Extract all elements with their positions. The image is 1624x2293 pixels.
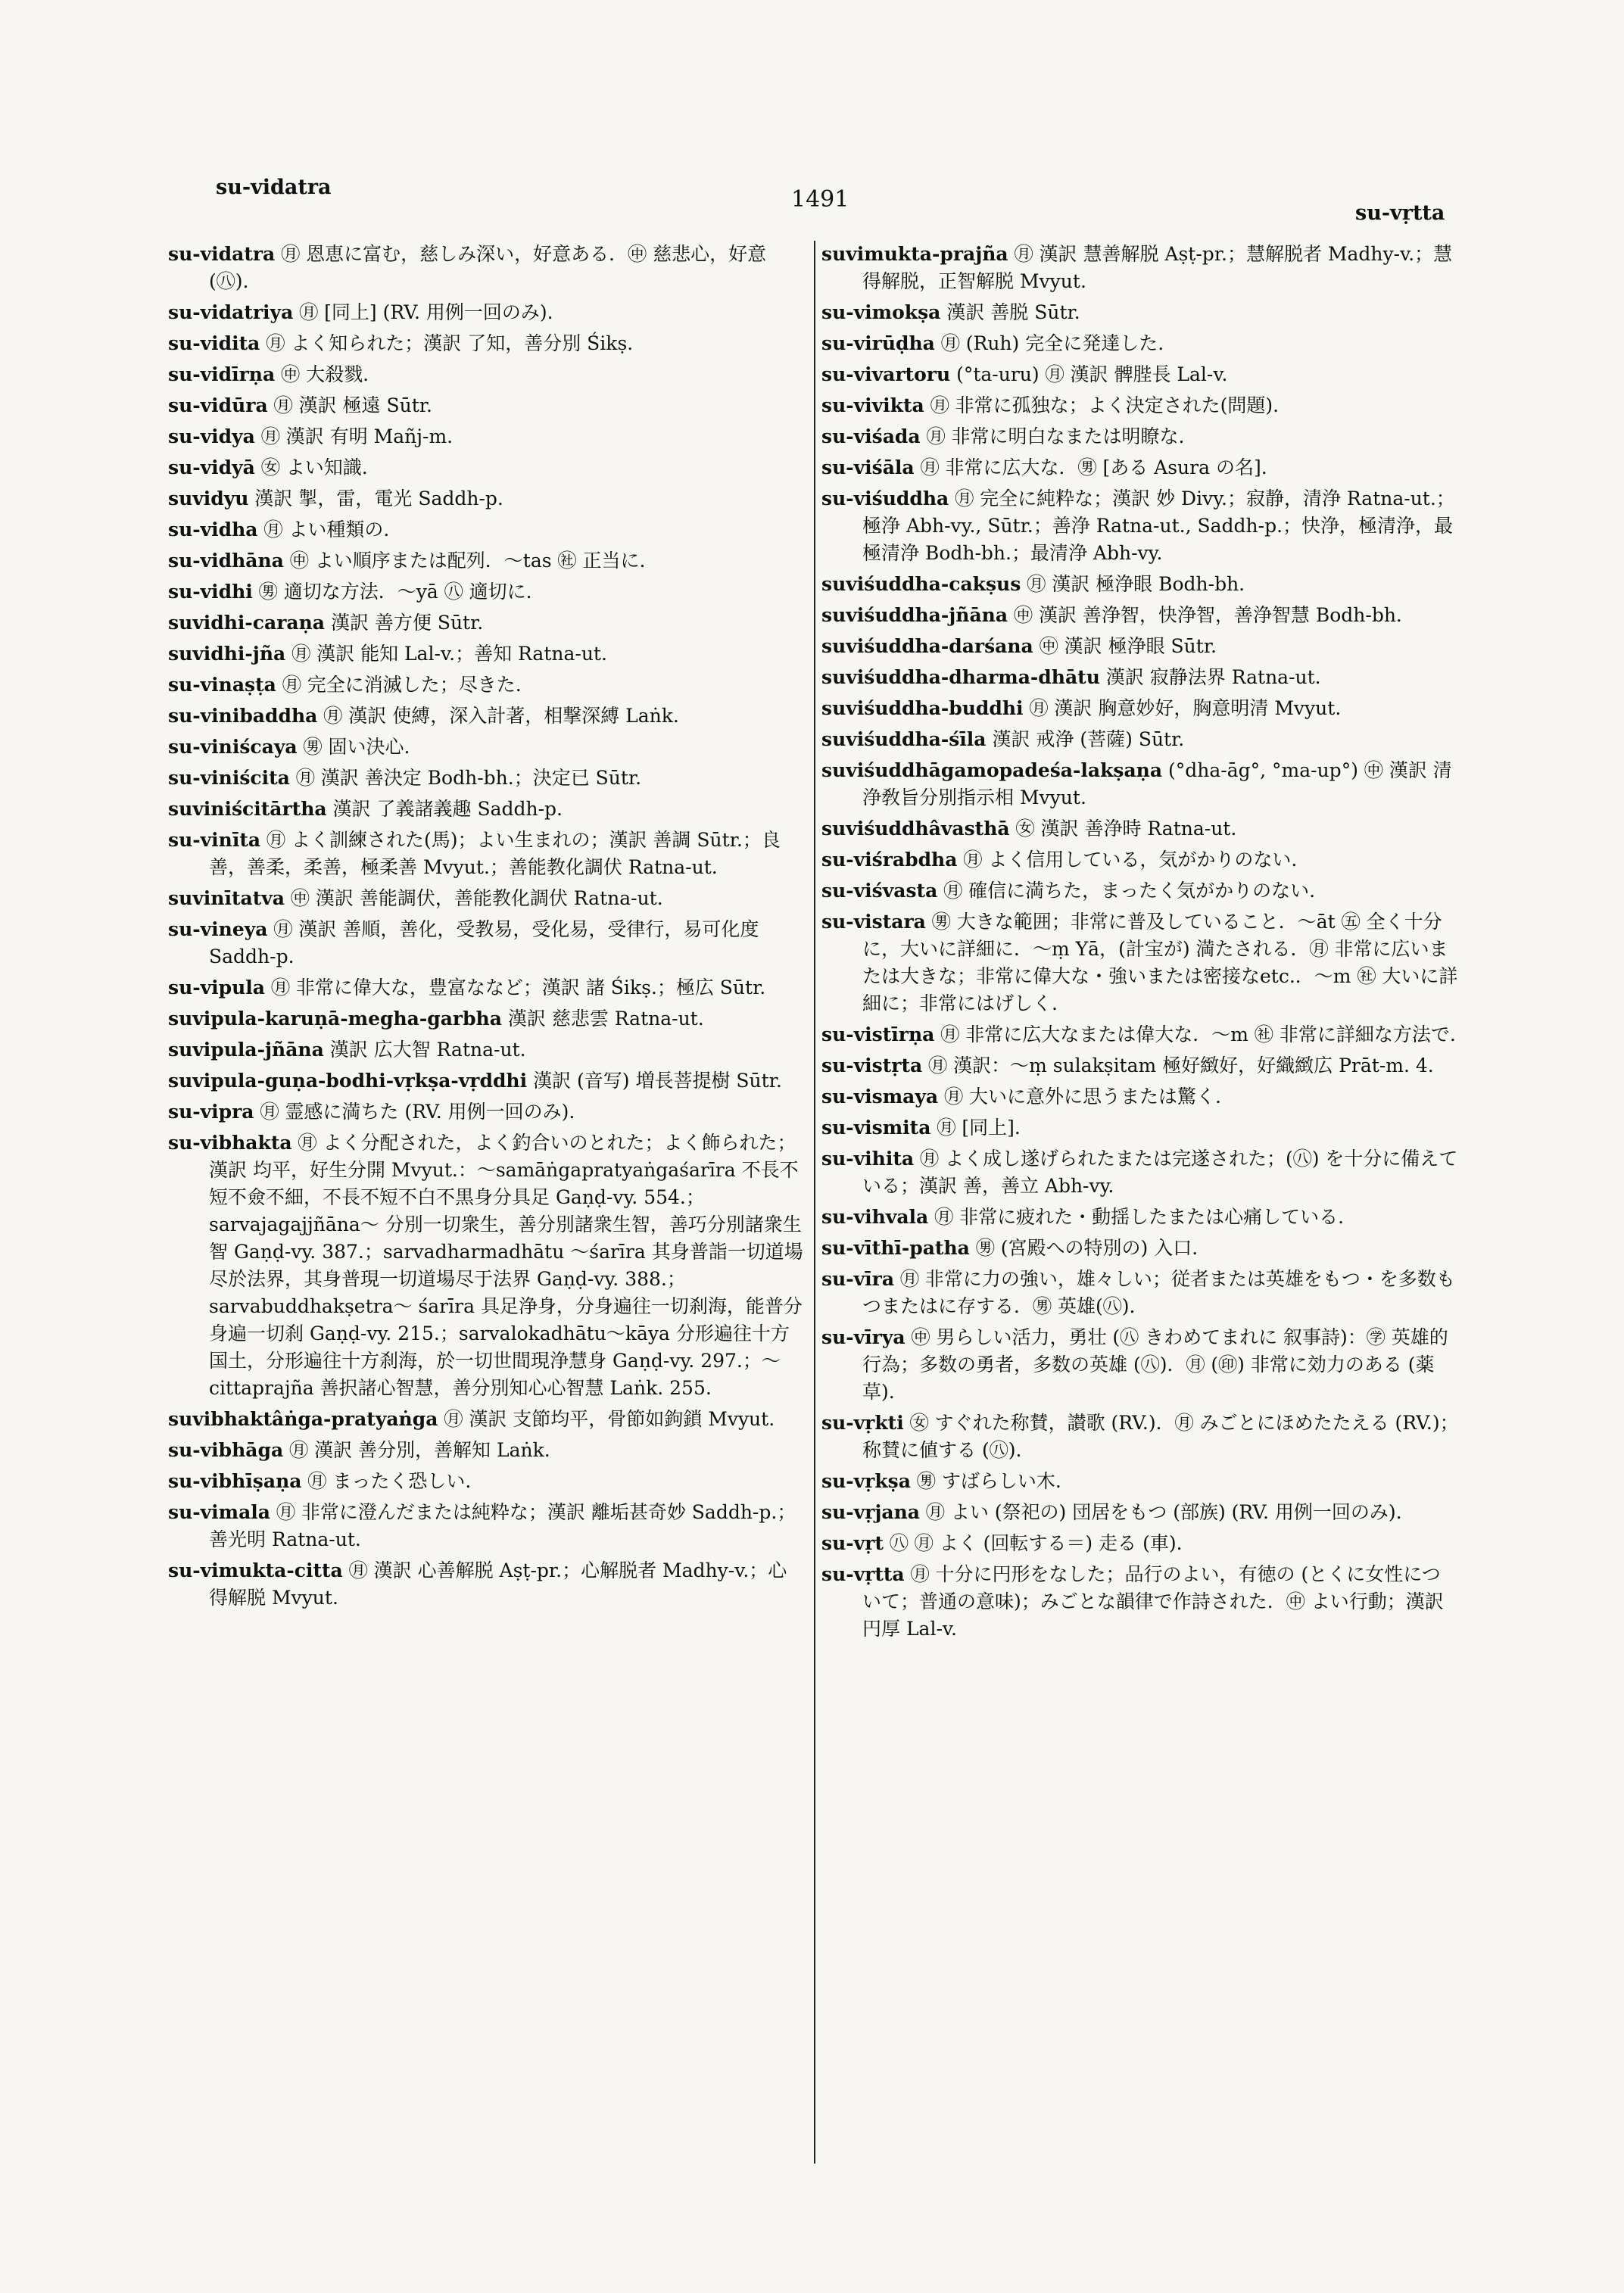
entry-definition: 漢訳 善脱 Sūtr. bbox=[946, 301, 1080, 323]
entry-headword: su-vidyā bbox=[168, 456, 255, 478]
dictionary-entry bbox=[168, 916, 806, 970]
dictionary-entry bbox=[821, 846, 1459, 874]
dictionary-entry bbox=[821, 1052, 1459, 1080]
entry-headword: suviśuddha-dharma-dhātu bbox=[821, 666, 1100, 688]
dictionary-entry bbox=[168, 1129, 806, 1402]
entry-definition: ㊊ (Ruh) 完全に発達した. bbox=[940, 332, 1164, 354]
entry-definition: ㊊ よく信用している，気がかりのない. bbox=[963, 849, 1298, 871]
entry-definition: 漢訳 広大智 Ratna-ut. bbox=[329, 1039, 526, 1061]
entry-headword: su-vineya bbox=[168, 918, 268, 940]
entry-definition: ㊊ 完全に純粋な；漢訳 妙 Divy.；寂静，清浄 Ratna-ut.；極浄 Abh-vy., Sūtr.；善浄 Ratna-ut., Saddh-p.；快浄，極清浄，最極清浄 Bodh-bh.；最清浄 Abh-vy. bbox=[862, 488, 1455, 564]
dictionary-entry bbox=[821, 877, 1459, 905]
dictionary-entry bbox=[168, 1406, 806, 1433]
dictionary-entry bbox=[168, 827, 806, 881]
entry-headword: su-vihvala bbox=[821, 1206, 929, 1228]
entry-definition: ㊊ 非常に孤独な；よく決定された(問題). bbox=[930, 394, 1280, 416]
entry-headword: suvinītatva bbox=[168, 887, 285, 909]
entry-headword: su-vidūra bbox=[168, 394, 268, 416]
dictionary-entry bbox=[168, 1437, 806, 1464]
entry-definition: ㊊ 非常に明白なまたは明瞭な. bbox=[926, 425, 1185, 447]
entry-definition: ㊚ 大きな範囲；非常に普及していること．～āt ㊄ 全く十分に，大いに詳細に．～ṃ Yā，(計宝が) 満たされる．㊊ 非常に広いまたは大きな；非常に偉大な・強いまたは密接なetc.．～m ㊓ 大いに詳細に；非常にはげしく. bbox=[862, 911, 1458, 1014]
dictionary-entry bbox=[821, 1145, 1459, 1200]
entry-definition: ㊊ 漢訳 極浄眼 Bodh-bh. bbox=[1027, 573, 1245, 595]
entry-definition: ㊊ [同上] (RV. 用例一回のみ). bbox=[299, 301, 553, 323]
entry-definition: ㊊ よく訓練された(馬)；よい生まれの；漢訳 善調 Sūtr.；良善，善柔，柔善，極柔善 Mvyut.；善能教化調伏 Ratna-ut. bbox=[209, 829, 781, 878]
entry-definition: ㊊ 漢訳 能知 Lal-v.；善知 Ratna-ut. bbox=[291, 643, 607, 665]
dictionary-entry bbox=[821, 1561, 1459, 1643]
dictionary-entry bbox=[821, 602, 1459, 629]
left-column bbox=[168, 241, 806, 1615]
entry-headword: suviśuddha-cakṣus bbox=[821, 573, 1021, 595]
dictionary-entry bbox=[168, 671, 806, 699]
entry-definition: ㊊ 漢訳 胸意妙好，胸意明清 Mvyut. bbox=[1029, 697, 1342, 719]
entry-headword: su-vīthī-patha bbox=[821, 1237, 970, 1259]
entry-headword: su-vidhi bbox=[168, 581, 253, 603]
entry-headword: su-vidīrṇa bbox=[168, 363, 276, 385]
entry-headword: suvidhi-jña bbox=[168, 643, 286, 665]
dictionary-entry bbox=[168, 796, 806, 823]
entry-definition: 漢訳 戒浄 (菩薩) Sūtr. bbox=[992, 728, 1185, 750]
entry-definition: ㊊ 非常に偉大な，豊富ななど；漢訳 諸 Śikṣ.；極広 Sūtr. bbox=[270, 977, 766, 999]
entry-headword: su-vṛkti bbox=[821, 1412, 904, 1434]
dictionary-entry bbox=[821, 1530, 1459, 1557]
entry-headword: su-vibhāga bbox=[168, 1439, 284, 1461]
dictionary-entry bbox=[168, 423, 806, 450]
dictionary-entry bbox=[821, 1083, 1459, 1111]
entry-headword: su-vipula bbox=[168, 977, 266, 999]
dictionary-entry bbox=[821, 330, 1459, 357]
entry-headword: su-vistīrṇa bbox=[821, 1023, 935, 1045]
entry-definition: ㊊ 漢訳 善分別，善解知 Laṅk. bbox=[289, 1439, 550, 1461]
entry-headword: su-vistṛta bbox=[821, 1055, 923, 1076]
dictionary-entry bbox=[821, 299, 1459, 326]
dictionary-entry bbox=[168, 392, 806, 419]
dictionary-entry bbox=[168, 330, 806, 357]
entry-definition: ㊚ (宮殿への特別の) 入口. bbox=[975, 1237, 1199, 1259]
entry-headword: su-vimokṣa bbox=[821, 301, 941, 323]
entry-definition: ㊊ 漢訳 善順，善化，受教易，受化易，受律行，易可化度 Saddh-p. bbox=[209, 918, 759, 967]
entry-definition: ㊊ 漢訳 心善解脱 Aṣṭ-pr.；心解脱者 Madhy-v.；心得解脱 Mvyut. bbox=[209, 1559, 787, 1609]
entry-definition: ㊊ よく成し遂げられたまたは完遂された；(㊇) を十分に備えている；漢訳 善，善立 Abh-vy. bbox=[862, 1148, 1458, 1197]
column-divider bbox=[814, 241, 815, 2164]
entry-definition: ㊊ よく分配された，よく釣合いのとれた；よく飾られた；漢訳 均平，好生分開 Mvyut.：～samāṅgapratyaṅgaśarīra 不長不短不僉不細，不長不短不白不黒身分具足 Gaṇḍ-vy. 554.；sarvajagajjñāna～ 分別一切衆生，善分別諸衆生智，善巧分別諸衆生智 Gaṇḍ-vy. 387.；sarvadharmadhātu ～śarīra 其身普詣一切道場尽於法界，其身普現一切道場尽于法界 Gaṇḍ-vy. 388.；sarvabuddhakṣetra～ śarīra 具足浄身，分身遍往一切刹海，能普分身遍一切刹 Gaṇḍ-vy. 215.；sarvalokadhātu～kāya 分形遍往十方国土，分形遍往十方刹海，於一切世間現浄慧身 Gaṇḍ-vy. 297.；～cittaprajña 善択諸心智慧，善分別知心心智慧 Laṅk. 255. bbox=[209, 1132, 803, 1399]
entry-headword: suvimukta-prajña bbox=[821, 243, 1008, 265]
entry-headword: suvidyu bbox=[168, 488, 249, 509]
dictionary-entry bbox=[168, 734, 806, 761]
entry-headword: su-vibhakta bbox=[168, 1132, 292, 1154]
entry-headword: suviśuddha-śīla bbox=[821, 728, 987, 750]
entry-headword: su-vṛkṣa bbox=[821, 1470, 911, 1492]
entry-definition: ㊥ 大殺戮. bbox=[281, 363, 369, 385]
dictionary-entry bbox=[821, 485, 1459, 567]
entry-definition: 漢訳 寂静法界 Ratna-ut. bbox=[1105, 666, 1321, 688]
dictionary-entry bbox=[168, 1098, 806, 1126]
entry-headword: su-vimala bbox=[168, 1501, 270, 1523]
entry-definition: ㊊ 非常に広大なまたは偉大な．～m ㊓ 非常に詳細な方法で. bbox=[940, 1023, 1456, 1045]
dictionary-entry bbox=[821, 392, 1459, 419]
dictionary-entry bbox=[821, 1021, 1459, 1048]
dictionary-entry bbox=[168, 765, 806, 792]
entry-definition: ㊇ ㊊ よく (回転する＝) 走る (車). bbox=[889, 1532, 1183, 1554]
entry-headword: su-vinīta bbox=[168, 829, 261, 851]
entry-definition: ㊊ 十分に円形をなした；品行のよい，有徳の (とくに女性について；普通の意味)；みごとな韻律で作詩された．㊥ よい行動；漢訳 円厚 Lal-v. bbox=[862, 1563, 1444, 1640]
entry-headword: su-vinaṣṭa bbox=[168, 674, 276, 696]
dictionary-entry bbox=[168, 1557, 806, 1612]
dictionary-entry bbox=[168, 885, 806, 912]
entry-definition: ㊥ よい順序または配列．～tas ㊓ 正当に. bbox=[289, 550, 646, 572]
entry-headword: su-vidatra bbox=[168, 243, 276, 265]
entry-definition: 漢訳 慈悲雲 Ratna-ut. bbox=[507, 1008, 704, 1030]
entry-headword: su-vidha bbox=[168, 519, 258, 541]
entry-headword: su-vinibaddha bbox=[168, 705, 318, 727]
entry-headword: suvidhi-caraṇa bbox=[168, 612, 325, 634]
entry-definition: ㊛ よい知識. bbox=[260, 456, 368, 478]
entry-headword: suviniścitārtha bbox=[168, 798, 327, 820]
entry-headword: su-virūḍha bbox=[821, 332, 935, 354]
entry-headword: su-vṛjana bbox=[821, 1501, 920, 1523]
entry-headword: suvibhaktâṅga-pratyaṅga bbox=[168, 1408, 438, 1430]
entry-headword: suviśuddha-darśana bbox=[821, 635, 1033, 657]
dictionary-entry bbox=[821, 1410, 1459, 1464]
entry-definition: 漢訳 (音写) 増長菩提樹 Sūtr. bbox=[533, 1070, 782, 1092]
entry-headword: su-vismaya bbox=[821, 1086, 939, 1108]
entry-headword: su-vidhāna bbox=[168, 550, 284, 572]
entry-headword: su-vīra bbox=[821, 1268, 895, 1290]
entry-headword: su-vidita bbox=[168, 332, 260, 354]
entry-headword: su-vihita bbox=[821, 1148, 915, 1170]
dictionary-entry bbox=[168, 974, 806, 1002]
entry-definition: ㊛ すぐれた称賛，讃歌 (RV.)．㊊ みごとにほめたたえる (RV.)；称賛に値する (㊇). bbox=[862, 1412, 1459, 1461]
entry-headword: suviśuddha-jñāna bbox=[821, 604, 1008, 626]
entry-headword: su-viśvasta bbox=[821, 880, 938, 902]
dictionary-entry bbox=[168, 1036, 806, 1064]
dictionary-entry bbox=[168, 454, 806, 481]
entry-headword: suvipula-jñāna bbox=[168, 1039, 324, 1061]
dictionary-entry bbox=[168, 361, 806, 388]
entry-definition: ㊊ 霊感に満ちた (RV. 用例一回のみ). bbox=[260, 1101, 575, 1123]
entry-headword: su-viśāla bbox=[821, 456, 915, 478]
dictionary-entry bbox=[821, 454, 1459, 481]
entry-headword: su-vipra bbox=[168, 1101, 254, 1123]
entry-definition: ㊊ 漢訳 慧善解脱 Aṣṭ-pr.；慧解脱者 Madhy-v.；慧得解脱，正智解脱 Mvyut. bbox=[862, 243, 1453, 292]
entry-headword: suvipula-guṇa-bodhi-vṛkṣa-vṛddhi bbox=[168, 1070, 528, 1092]
entry-headword: su-vibhīṣaṇa bbox=[168, 1470, 302, 1492]
entry-headword: suvipula-karuṇā-megha-garbha bbox=[168, 1008, 502, 1030]
entry-headword: suviśuddhāgamopadeśa-lakṣaṇa bbox=[821, 759, 1163, 781]
entry-definition: 漢訳 掣，雷，電光 Saddh-p. bbox=[254, 488, 503, 509]
entry-definition: ㊊ 漢訳 有明 Mañj-m. bbox=[260, 425, 454, 447]
entry-definition: ㊊ 大いに意外に思うまたは驚く. bbox=[944, 1086, 1221, 1108]
dictionary-entry bbox=[168, 609, 806, 637]
entry-definition: ㊛ 漢訳 善浄時 Ratna-ut. bbox=[1015, 818, 1237, 840]
entry-definition: ㊊ [同上]. bbox=[937, 1117, 1021, 1139]
dictionary-entry bbox=[821, 815, 1459, 843]
dictionary-entry bbox=[821, 695, 1459, 722]
entry-headword: su-vivartoru bbox=[821, 363, 951, 385]
entry-headword: suviśuddhâvasthā bbox=[821, 818, 1010, 840]
entry-headword: su-vidya bbox=[168, 425, 255, 447]
dictionary-entry bbox=[168, 640, 806, 668]
dictionary-entry bbox=[168, 1468, 806, 1495]
entry-definition: 漢訳 善方便 Sūtr. bbox=[330, 612, 484, 634]
entry-definition: ㊊ 恩恵に富む，慈しみ深い，好意ある．㊥ 慈悲心，好意(㊇). bbox=[209, 243, 767, 292]
guide-word-right: su-vṛtta bbox=[1355, 201, 1445, 225]
entry-definition: ㊚ 固い決心. bbox=[303, 736, 410, 758]
dictionary-entry bbox=[168, 578, 806, 606]
dictionary-entry bbox=[821, 1204, 1459, 1231]
entry-headword: su-viśada bbox=[821, 425, 921, 447]
entry-definition: ㊊ よい (祭祀の) 団居をもつ (部族) (RV. 用例一回のみ). bbox=[925, 1501, 1402, 1523]
entry-definition: ㊥ 漢訳 善浄智，快浄智，善浄智慧 Bodh-bh. bbox=[1014, 604, 1402, 626]
entry-definition: (°dha-āg°, °ma-up°) ㊥ 漢訳 清浄敎旨分別指示相 Mvyut. bbox=[862, 759, 1452, 808]
right-column bbox=[821, 241, 1459, 1647]
entry-headword: su-viśuddha bbox=[821, 488, 949, 509]
page-number: 1491 bbox=[791, 186, 849, 213]
dictionary-entry bbox=[821, 1266, 1459, 1320]
entry-headword: su-vivikta bbox=[821, 394, 924, 416]
dictionary-entry bbox=[821, 1235, 1459, 1262]
dictionary-entry bbox=[821, 664, 1459, 691]
entry-definition: (°ta-uru) ㊊ 漢訳 髀䏶長 Lal-v. bbox=[956, 363, 1228, 385]
entry-definition: ㊊ 漢訳 使縛，深入計著，相撃深縛 Laṅk. bbox=[323, 705, 679, 727]
entry-definition: ㊚ すばらしい木. bbox=[916, 1470, 1061, 1492]
entry-definition: ㊊ 漢訳 支節均平，骨節如鉤鎖 Mvyut. bbox=[444, 1408, 775, 1430]
dictionary-entry bbox=[168, 516, 806, 544]
entry-definition: 漢訳 了義諸義趣 Saddh-p. bbox=[332, 798, 563, 820]
dictionary-entry bbox=[821, 726, 1459, 753]
entry-headword: su-vṛtta bbox=[821, 1563, 905, 1585]
dictionary-entry bbox=[168, 1005, 806, 1033]
entry-headword: su-viniścaya bbox=[168, 736, 298, 758]
dictionary-entry bbox=[168, 547, 806, 575]
entry-headword: su-vidatriya bbox=[168, 301, 294, 323]
dictionary-entry bbox=[821, 1499, 1459, 1526]
entry-definition: ㊥ 男らしい活力，勇壮 (㊇ きわめてまれに 叙事詩)：㊫ 英雄的行為；多数の勇者，多数の英雄 (㊇)．㊊ (㊞) 非常に効力のある (薬草). bbox=[862, 1326, 1448, 1403]
dictionary-entry bbox=[168, 485, 806, 512]
entry-definition: ㊊ 確信に満ちた，まったく気がかりのない. bbox=[943, 880, 1316, 902]
dictionary-entry bbox=[168, 1067, 806, 1095]
guide-word-left: su-vidatra bbox=[216, 176, 332, 199]
entry-definition: ㊊ 非常に広大な．㊚ [ある Asura の名]. bbox=[920, 456, 1267, 478]
entry-headword: su-vimukta-citta bbox=[168, 1559, 343, 1581]
entry-definition: ㊊ 非常に澄んだまたは純粋な；漢訳 離垢甚奇妙 Saddh-p.；善光明 Ratna-ut. bbox=[209, 1501, 796, 1550]
dictionary-entry bbox=[821, 908, 1459, 1017]
dictionary-entry bbox=[821, 1468, 1459, 1495]
entry-headword: su-vṛt bbox=[821, 1532, 884, 1554]
dictionary-entry bbox=[168, 1499, 806, 1553]
dictionary-entry bbox=[821, 633, 1459, 660]
dictionary-entry bbox=[821, 361, 1459, 388]
entry-headword: su-vīrya bbox=[821, 1326, 906, 1348]
dictionary-entry bbox=[821, 1114, 1459, 1142]
entry-definition: ㊊ 漢訳 善決定 Bodh-bh.；決定已 Sūtr. bbox=[295, 767, 642, 789]
entry-headword: su-vismita bbox=[821, 1117, 931, 1139]
entry-definition: ㊊ よく知られた；漢訳 了知，善分別 Śikṣ. bbox=[266, 332, 634, 354]
entry-headword: suviśuddha-buddhi bbox=[821, 697, 1024, 719]
entry-definition: ㊊ 漢訳：～ṃ sulakṣitam 極好緻好，好織緻広 Prāt-m. 4. bbox=[928, 1055, 1434, 1076]
entry-definition: ㊊ 完全に消滅した；尽きた. bbox=[282, 674, 522, 696]
dictionary-entry bbox=[821, 241, 1459, 295]
dictionary-entry bbox=[821, 423, 1459, 450]
dictionary-entry bbox=[168, 241, 806, 295]
entry-definition: ㊥ 漢訳 極浄眼 Sūtr. bbox=[1039, 635, 1217, 657]
dictionary-entry bbox=[168, 703, 806, 730]
dictionary-entry bbox=[168, 299, 806, 326]
entry-definition: ㊚ 適切な方法．～yā ㊇ 適切に. bbox=[258, 581, 532, 603]
entry-definition: ㊊ よい種類の. bbox=[263, 519, 390, 541]
dictionary-entry bbox=[821, 1324, 1459, 1406]
entry-definition: ㊊ 非常に力の強い，雄々しい；従者または英雄をもつ・を多数もつまたはに存する．㊚ 英雄(㊇). bbox=[862, 1268, 1455, 1317]
entry-headword: su-viśrabdha bbox=[821, 849, 958, 871]
entry-definition: ㊊ 漢訳 極遠 Sūtr. bbox=[273, 394, 432, 416]
dictionary-entry bbox=[821, 757, 1459, 812]
entry-definition: ㊊ まったく恐しい. bbox=[307, 1470, 472, 1492]
entry-headword: su-vistara bbox=[821, 911, 926, 933]
dictionary-entry bbox=[821, 571, 1459, 598]
entry-definition: ㊥ 漢訳 善能調伏，善能教化調伏 Ratna-ut. bbox=[290, 887, 663, 909]
entry-definition: ㊊ 非常に疲れた・動揺したまたは心痛している. bbox=[934, 1206, 1345, 1228]
entry-headword: su-viniścita bbox=[168, 767, 290, 789]
